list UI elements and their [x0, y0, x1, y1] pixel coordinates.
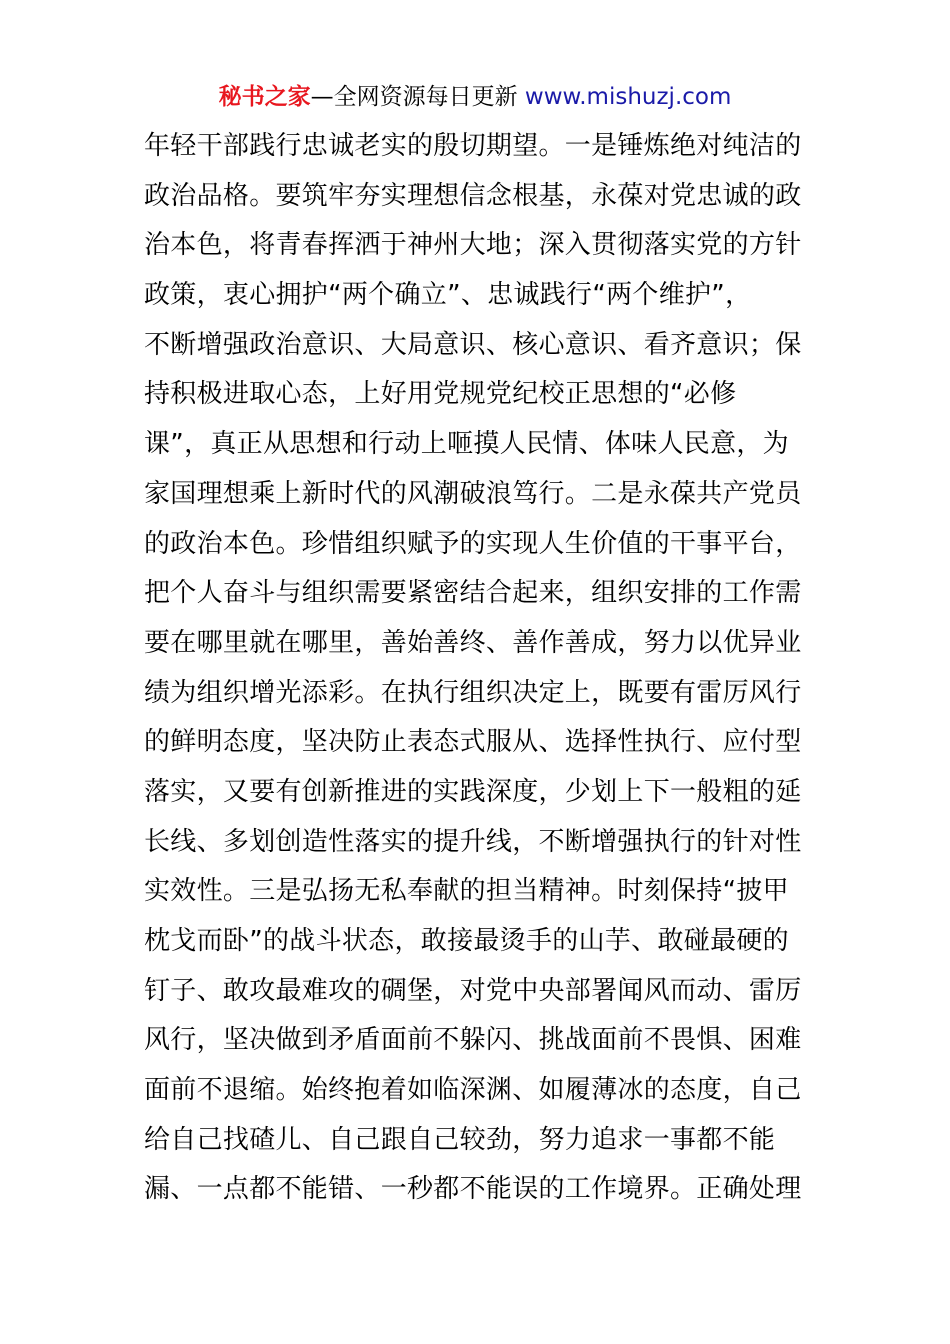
site-url-link[interactable]: www.mishuzj.com	[524, 84, 732, 110]
text-line: 政策，衷心拥护“两个确立”、忠诚践行“两个维护”，	[144, 280, 752, 311]
text-line: 把个人奋斗与组织需要紧密结合起来，组织安排的工作需	[144, 578, 802, 609]
document-body	[144, 122, 814, 1215]
text-line: 给自己找碴儿、自己跟自己较劲，努力追求一事都不能	[144, 1124, 776, 1155]
text-line: 绩为组织增光添彩。在执行组织决定上，既要有雷厉风行	[144, 677, 802, 708]
text-line: 政治品格。要筑牢夯实理想信念根基，永葆对党忠诚的政	[144, 180, 802, 211]
text-line: 钉子、敢攻最难攻的碉堡，对党中央部署闻风而动、雷厉	[144, 975, 802, 1006]
text-line: 家国理想乘上新时代的风潮破浪笃行。二是永葆共产党员	[144, 478, 802, 509]
text-line: 要在哪里就在哪里，善始善终、善作善成，努力以优异业	[144, 627, 802, 658]
text-line: 实效性。三是弘扬无私奉献的担当精神。时刻保持“披甲	[144, 876, 789, 907]
site-header	[0, 80, 950, 114]
text-line: 年轻干部践行忠诚老实的殷切期望。一是锤炼绝对纯洁的	[144, 131, 802, 161]
text-line: 课”，真正从思想和行动上咂摸人民情、体味人民意，为	[144, 429, 789, 460]
text-line: 持积极进取心态，上好用党规党纪校正思想的“必修	[144, 379, 737, 410]
text-line: 治本色，将青春挥洒于神州大地；深入贯彻落实党的方针	[144, 230, 802, 261]
text-line: 漏、一点都不能错、一秒都不能误的工作境界。正确处理	[144, 1174, 802, 1205]
text-line: 长线、多划创造性落实的提升线，不断增强执行的针对性	[144, 826, 802, 857]
text-line: 的鲜明态度，坚决防止表态式服从、选择性执行、应付型	[144, 727, 802, 758]
text-line: 风行，坚决做到矛盾面前不躲闪、挑战面前不畏惧、困难	[144, 1025, 802, 1056]
site-brand: 秘书之家	[218, 84, 311, 110]
site-tagline: —全网资源每日更新	[310, 84, 525, 110]
text-line: 面前不退缩。始终抱着如临深渊、如履薄冰的态度，自己	[144, 1075, 802, 1106]
text-line: 不断增强政治意识、大局意识、核心意识、看齐意识；保	[144, 329, 802, 360]
text-line: 的政治本色。珍惜组织赋予的实现人生价值的干事平台，	[144, 528, 802, 559]
text-line: 落实，又要有创新推进的实践深度，少划上下一般粗的延	[144, 776, 802, 807]
text-line: 枕戈而卧”的战斗状态，敢接最烫手的山芋、敢碰最硬的	[144, 926, 789, 956]
